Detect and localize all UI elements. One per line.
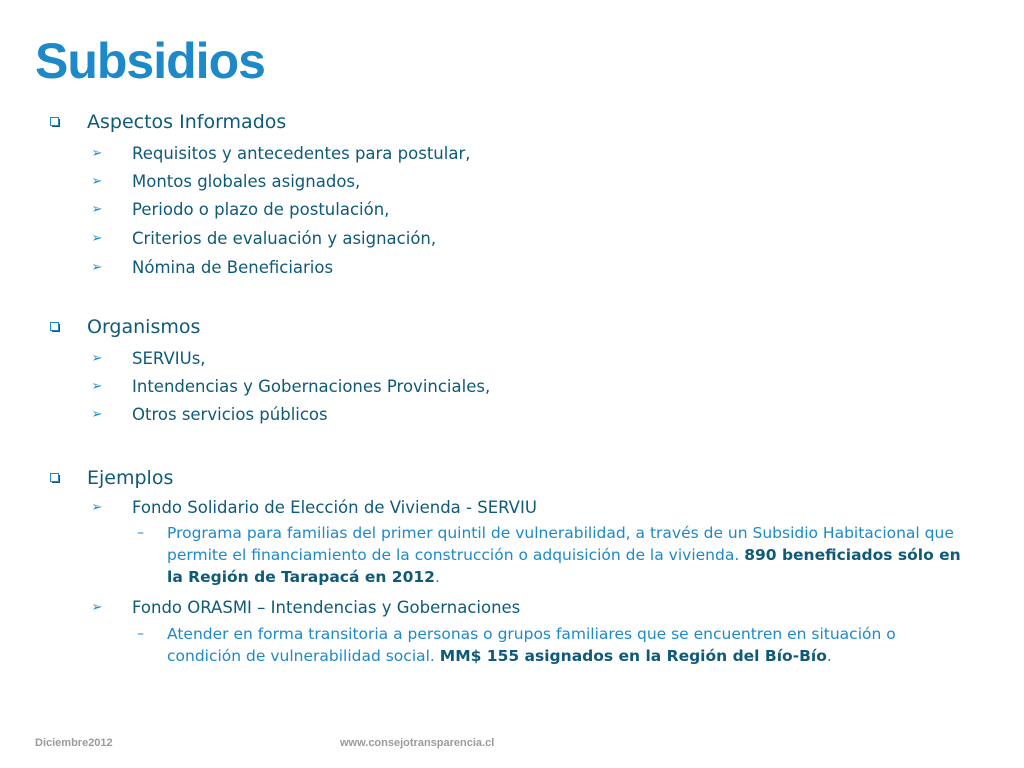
list-item-label: Periodo o plazo de postulación, [132, 199, 390, 219]
list-item [90, 141, 470, 165]
list-item [90, 226, 436, 250]
dash-bullet-icon: – [137, 626, 144, 642]
list-item [90, 495, 537, 519]
list-item [90, 595, 520, 619]
footer-date: Diciembre2012 [35, 737, 113, 749]
arrow-bullet-icon: ➢ [91, 406, 103, 422]
sub-item-description: Programa para familias del primer quintil de vulnerabilidad, a través de un Subsidio Habitacional que permite el financiamiento de la construcción o adquisición de la vivienda. [167, 524, 954, 564]
arrow-bullet-icon: ➢ [91, 499, 103, 515]
arrow-bullet-icon: ➢ [91, 599, 103, 615]
sub-item-highlight: 890 beneficiados sólo en la Región de Tarapacá en 2012 [167, 546, 961, 586]
list-item-label: SERVIUs, [132, 348, 206, 368]
arrow-bullet-icon: ➢ [91, 259, 103, 275]
list-item-label: Nómina de Beneficiarios [132, 257, 334, 277]
list-item-label: Montos globales asignados, [132, 171, 361, 191]
section-label: Aspectos Informados [87, 111, 287, 133]
list-item-label: Intendencias y Gobernaciones Provinciales, [132, 376, 491, 396]
list-item [90, 255, 333, 279]
list-item-label: Fondo ORASMI – Intendencias y Gobernaciones [132, 597, 521, 617]
arrow-bullet-icon: ➢ [91, 173, 103, 189]
sub-item-suffix: . [826, 647, 832, 665]
sub-item-text [167, 522, 969, 588]
section-heading-ejemplos [50, 465, 173, 491]
arrow-bullet-icon: ➢ [91, 230, 103, 246]
sub-item-suffix: . [434, 568, 440, 586]
sub-item-text [167, 623, 969, 667]
list-item [90, 374, 490, 398]
section-label: Ejemplos [87, 467, 174, 489]
dash-bullet-icon: – [137, 525, 144, 541]
square-bullet-icon [50, 117, 60, 127]
list-item-label: Requisitos y antecedentes para postular, [132, 143, 471, 163]
list-item [90, 402, 328, 426]
slide-title: Subsidios [35, 33, 265, 89]
section-heading-aspectos-informados [50, 109, 286, 135]
list-item [90, 197, 389, 221]
list-item [90, 169, 360, 193]
sub-item [137, 623, 977, 667]
arrow-bullet-icon: ➢ [91, 145, 103, 161]
arrow-bullet-icon: ➢ [91, 378, 103, 394]
arrow-bullet-icon: ➢ [91, 201, 103, 217]
list-item-label: Criterios de evaluación y asignación, [132, 228, 437, 248]
section-label: Organismos [87, 316, 201, 338]
square-bullet-icon [50, 473, 60, 483]
list-item-label: Otros servicios públicos [132, 404, 328, 424]
list-item [90, 346, 206, 370]
footer-url: www.consejotransparencia.cl [340, 737, 495, 749]
list-item-label: Fondo Solidario de Elección de Vivienda - SERVIU [132, 497, 537, 517]
sub-item-highlight: MM$ 155 asignados en la Región del Bío-Bío [439, 647, 827, 665]
section-heading-organismos [50, 314, 200, 340]
square-bullet-icon [50, 322, 60, 332]
arrow-bullet-icon: ➢ [91, 350, 103, 366]
sub-item-description: Atender en forma transitoria a personas o grupos familiares que se encuentren en situación o condición de vulnerabilidad social. [167, 625, 896, 665]
sub-item [137, 522, 977, 588]
